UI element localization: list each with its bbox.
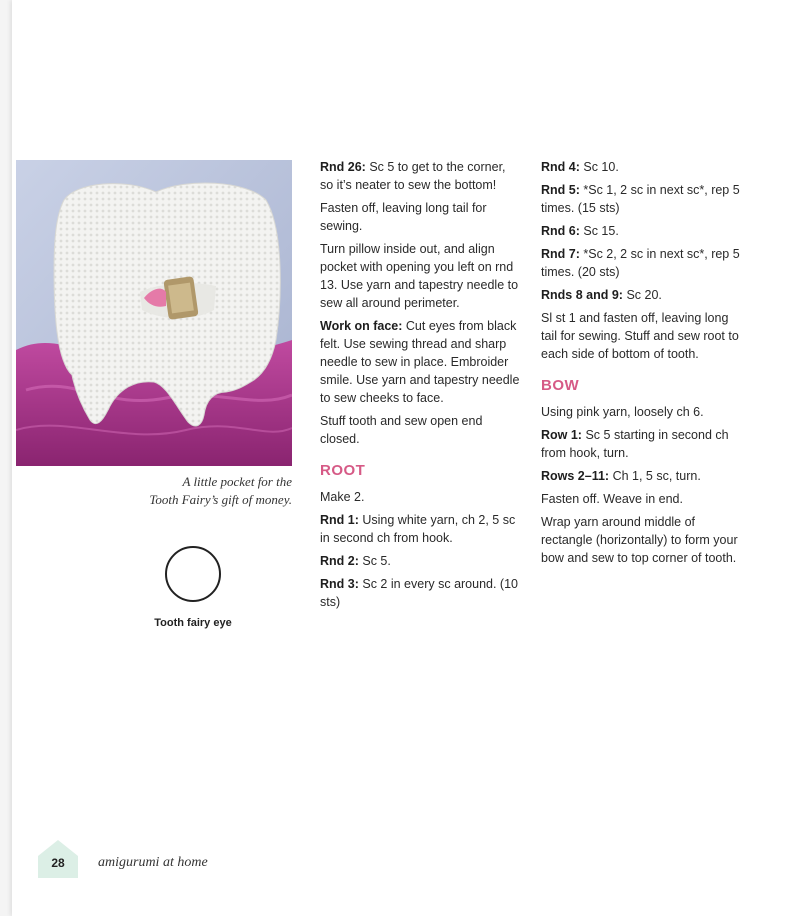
instruction-lead: Rnd 26: — [320, 160, 366, 174]
instruction-text: *Sc 2, 2 sc in next sc*, rep 5 times. (20 sts) — [541, 247, 740, 279]
instruction-text: Sc 5. — [358, 554, 391, 568]
instruction — [541, 158, 741, 176]
instruction-text: Fasten off. Weave in end. — [541, 492, 683, 506]
root-instruction — [320, 488, 520, 506]
instruction-lead: Rnd 6: — [541, 224, 580, 238]
root-instruction — [320, 511, 520, 547]
instruction-text: Using pink yarn, loosely ch 6. — [541, 405, 704, 419]
instruction-lead: Rnd 7: — [541, 247, 580, 261]
instruction-text: *Sc 1, 2 sc in next sc*, rep 5 times. (15 sts) — [541, 183, 740, 215]
tooth-pillow-photo — [16, 160, 292, 466]
bow-instruction — [541, 490, 741, 508]
bow-instruction — [541, 403, 741, 421]
instruction-text: Sl st 1 and fasten off, leaving long tail for sewing. Stuff and sew root to each side of bottom of tooth. — [541, 311, 739, 361]
instruction-lead: Rnd 3: — [320, 577, 359, 591]
instruction-lead: Rnd 2: — [320, 554, 359, 568]
instruction — [541, 309, 741, 363]
eye-template-label: Tooth fairy eye — [154, 617, 232, 629]
instruction-lead: Row 1: — [541, 428, 582, 442]
instruction-text: Ch 1, 5 sc, turn. — [609, 469, 701, 483]
book-title: amigurumi at home — [98, 855, 208, 870]
instructions-column-1 — [320, 158, 520, 616]
instruction-text: Cut eyes from black felt. Use sewing thread and sharp needle to sew in place. Embroider smile. Use yarn and tapestry needle to sew cheeks to face. — [320, 319, 520, 405]
instruction-text: Sc 15. — [579, 224, 619, 238]
instruction-text: Using white yarn, ch 2, 5 sc in second ch from hook. — [320, 513, 516, 545]
instruction — [541, 286, 741, 304]
instruction-text: Stuff tooth and sew open end closed. — [320, 414, 483, 446]
instruction — [541, 222, 741, 240]
instruction-lead: Work on face: — [320, 319, 403, 333]
instruction — [320, 240, 520, 312]
instruction-text: Wrap yarn around middle of rectangle (horizontally) to form your bow and sew to top corner of tooth. — [541, 515, 738, 565]
instruction-text: Sc 2 in every sc around. (10 sts) — [320, 577, 518, 609]
bow-heading: BOW — [541, 377, 580, 394]
root-instruction — [320, 552, 520, 570]
instruction-text: Turn pillow inside out, and align pocket with opening you left on rnd 13. Use yarn and tapestry needle to sew all around perimeter. — [320, 242, 519, 310]
instruction-text: Fasten off, leaving long tail for sewing. — [320, 201, 487, 233]
photo-caption — [100, 473, 292, 509]
instruction-text: Sc 5 to get to the corner, so it’s neater to sew the bottom! — [320, 160, 506, 192]
bow-instruction — [541, 513, 741, 567]
instruction — [320, 412, 520, 448]
bow-instruction — [541, 426, 741, 462]
instruction-lead: Rows 2–11: — [541, 469, 610, 483]
caption-line-2: Tooth Fairy’s gift of money. — [149, 492, 292, 507]
caption-line-1: A little pocket for the — [182, 474, 292, 489]
instructions-column-2 — [541, 158, 741, 572]
instruction-text: Sc 20. — [622, 288, 662, 302]
instruction — [541, 245, 741, 281]
instruction-lead: Rnds 8 and 9: — [541, 288, 623, 302]
instruction — [320, 317, 520, 407]
instruction — [320, 158, 520, 194]
root-instruction — [320, 575, 520, 611]
instruction-text: Sc 5 starting in second ch from hook, turn. — [541, 428, 729, 460]
instruction-lead: Rnd 5: — [541, 183, 580, 197]
instruction-text: Make 2. — [320, 490, 365, 504]
eye-template-circle — [165, 546, 221, 602]
instruction — [541, 181, 741, 217]
bow-instruction — [541, 467, 741, 485]
instruction-text: Sc 10. — [579, 160, 619, 174]
page-number: 28 — [51, 856, 65, 870]
instruction — [320, 199, 520, 235]
root-heading: ROOT — [320, 462, 366, 479]
instruction-lead: Rnd 1: — [320, 513, 359, 527]
instruction-lead: Rnd 4: — [541, 160, 580, 174]
photo-illustration — [16, 160, 292, 466]
